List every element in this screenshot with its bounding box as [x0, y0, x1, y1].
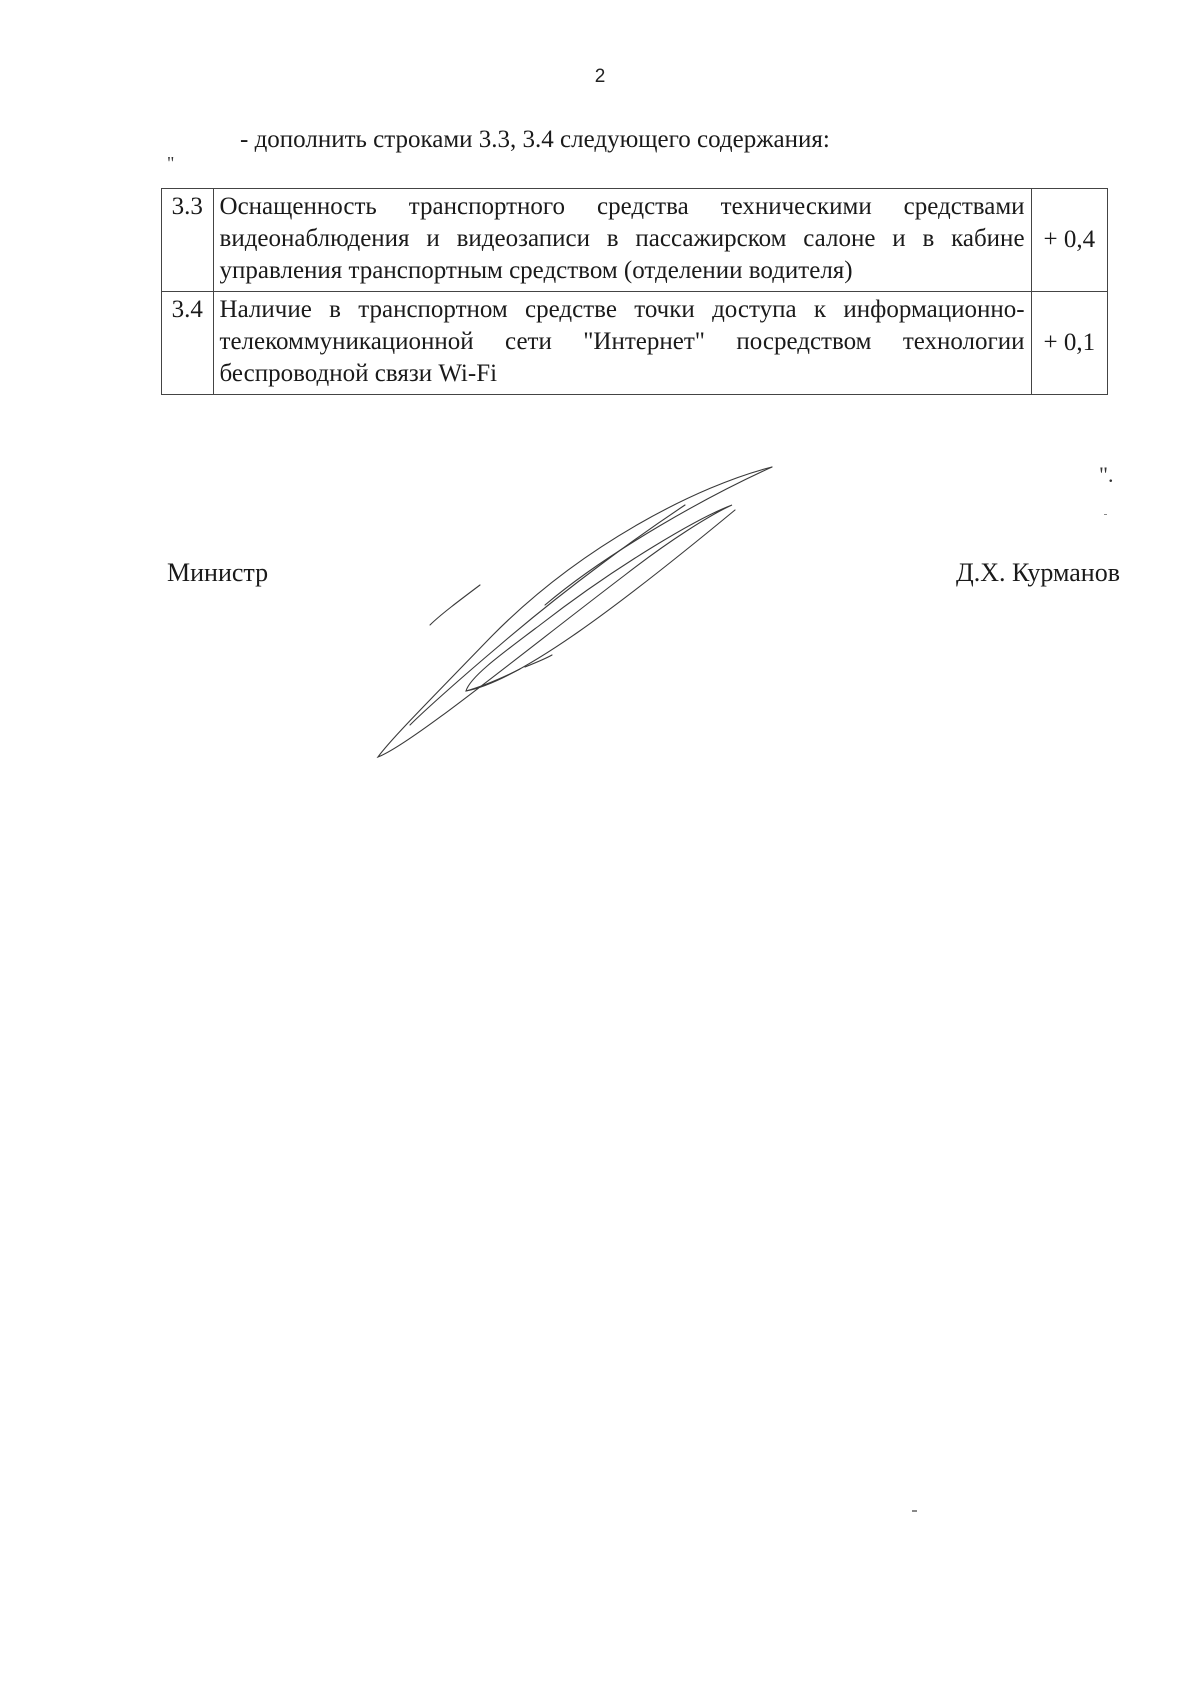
handwritten-signature: [370, 455, 790, 775]
close-quote-mark: ".: [1099, 462, 1114, 487]
intro-text: - дополнить строками 3.3, 3.4 следующего содержания:: [240, 126, 830, 153]
signatory-name: Д.Х. Курманов: [955, 558, 1120, 587]
row-value: + 0,1: [1031, 292, 1107, 395]
row-text: Наличие в транспортном средстве точки доступа к информационно-телекоммуникационной сети "Интернет" посредством технологии беспроводной связи Wi-Fi: [213, 292, 1031, 395]
signatory-title: Министр: [167, 558, 269, 587]
table-row: [162, 189, 1108, 292]
row-text: Оснащенность транспортного средства техническими средствами видеонаблюдения и видеозаписи в пассажирском салоне и в кабине управления транспортным средством (отделении водителя): [213, 189, 1031, 292]
page-number: 2: [594, 66, 606, 87]
row-number: 3.3: [162, 189, 214, 292]
open-quote-mark: ": [167, 153, 175, 173]
row-number: 3.4: [162, 292, 214, 395]
row-value: + 0,4: [1031, 189, 1107, 292]
table-row: [162, 292, 1108, 395]
amendment-table: [161, 188, 1108, 395]
